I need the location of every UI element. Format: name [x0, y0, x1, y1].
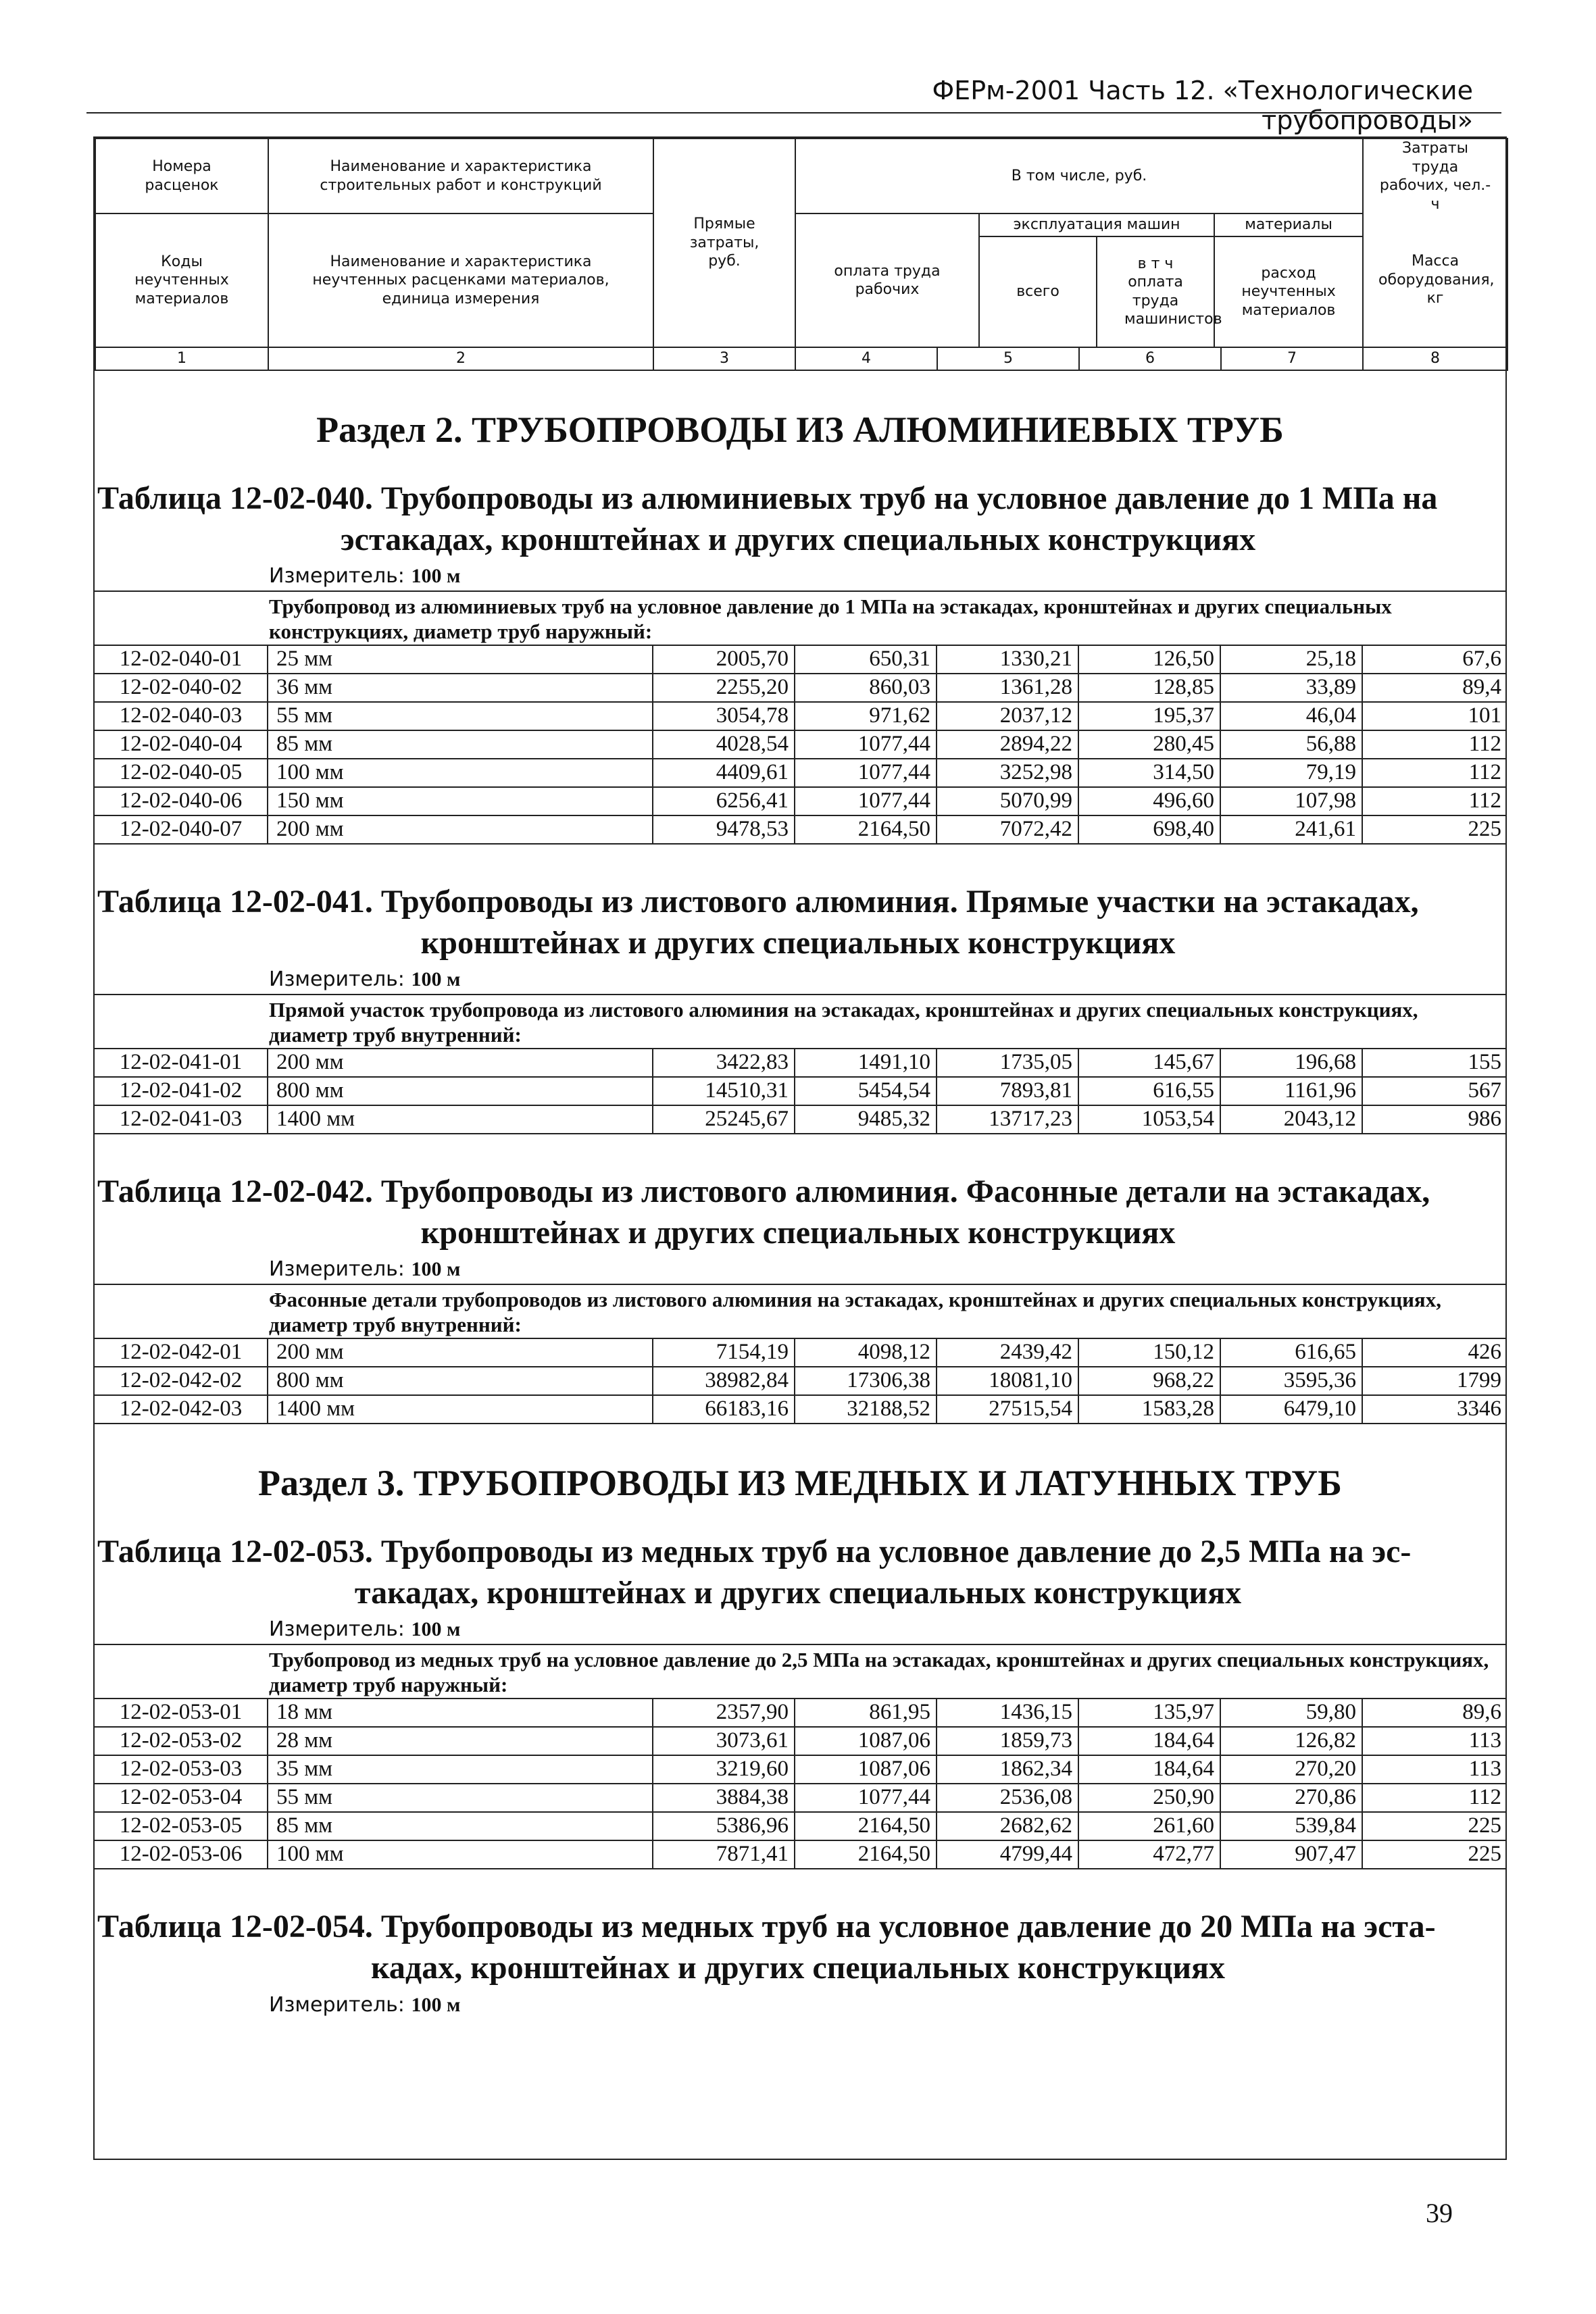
measure-line: [269, 1993, 1505, 2017]
table-row: [95, 1727, 1507, 1755]
value-cell: 250,90: [1078, 1784, 1220, 1812]
diameter: 18 мм: [268, 1699, 653, 1727]
table-row: [95, 1339, 1507, 1367]
value-cell: 126,82: [1220, 1727, 1362, 1755]
table-gap: [95, 1134, 1505, 1171]
table-row: [95, 1784, 1507, 1812]
table-title: [95, 1906, 1505, 1989]
rate-code: 12-02-040-07: [95, 815, 268, 844]
value-cell: 46,04: [1220, 702, 1362, 730]
diameter: 800 мм: [268, 1367, 653, 1395]
value-cell: 184,64: [1078, 1727, 1220, 1755]
diameter: 1400 мм: [268, 1105, 653, 1134]
table-title-continuation: эстакадах, кронштейнах и других специальных конструкциях: [340, 521, 1256, 557]
value-cell: 112: [1362, 787, 1507, 815]
value-cell: 270,20: [1220, 1755, 1362, 1784]
value-cell: 3219,60: [653, 1755, 795, 1784]
price-table: [95, 1699, 1507, 1869]
table-title-continuation: такадах, кронштейнах и других специальных конструкциях: [354, 1575, 1242, 1611]
value-cell: 1491,10: [795, 1049, 937, 1077]
document-body: [95, 409, 1505, 2017]
value-cell: 971,62: [795, 702, 937, 730]
value-cell: 616,65: [1220, 1339, 1362, 1367]
running-header: ФЕРм-2001 Часть 12. «Технологические трубопроводы»: [932, 76, 1473, 135]
table-row: [95, 1367, 1507, 1395]
materials-header: материалы: [1214, 214, 1362, 236]
rate-code: 12-02-040-01: [95, 646, 268, 674]
value-cell: 2894,22: [937, 730, 1078, 759]
diameter: 200 мм: [268, 1049, 653, 1077]
measure-label: Измеритель:: [269, 967, 405, 992]
value-cell: 907,47: [1220, 1840, 1362, 1869]
measure-label: Измеритель:: [269, 1257, 405, 1282]
value-cell: 155: [1362, 1049, 1507, 1077]
including-header: В том числе, руб.: [795, 139, 1363, 213]
value-cell: 128,85: [1078, 674, 1220, 702]
value-cell: 1077,44: [795, 787, 937, 815]
rate-code: 12-02-053-02: [95, 1727, 268, 1755]
value-cell: 472,77: [1078, 1840, 1220, 1869]
value-cell: 112: [1362, 759, 1507, 787]
measure-value: 100 м: [411, 1258, 461, 1281]
rate-code: 12-02-042-02: [95, 1367, 268, 1395]
measure-line: [269, 967, 1505, 991]
measure-line: [269, 1617, 1505, 1641]
value-cell: 261,60: [1078, 1812, 1220, 1840]
table-title-continuation: кадах, кронштейнах и других специальных конструкциях: [371, 1950, 1225, 1986]
value-cell: 426: [1362, 1339, 1507, 1367]
table-row: [95, 646, 1507, 674]
value-cell: 2043,12: [1220, 1105, 1362, 1134]
price-table: [95, 1339, 1507, 1424]
value-cell: 113: [1362, 1727, 1507, 1755]
col-number-5: 5: [937, 347, 1079, 370]
value-cell: 7072,42: [937, 815, 1078, 844]
table-row: [95, 674, 1507, 702]
value-cell: 496,60: [1078, 787, 1220, 815]
value-cell: 225: [1362, 1812, 1507, 1840]
diameter: 800 мм: [268, 1077, 653, 1105]
measure-value: 100 м: [411, 1993, 461, 2016]
col3-header: Прямые затраты, руб.: [653, 139, 795, 347]
value-cell: 280,45: [1078, 730, 1220, 759]
diameter: 150 мм: [268, 787, 653, 815]
rate-code: 12-02-053-05: [95, 1812, 268, 1840]
value-cell: 113: [1362, 1755, 1507, 1784]
value-cell: 5386,96: [653, 1812, 795, 1840]
table-row: [95, 759, 1507, 787]
col2-bottom-header: Наименование и характеристика неучтенных расценками материалов, единица измерения: [268, 213, 653, 347]
value-cell: 1583,28: [1078, 1395, 1220, 1424]
value-cell: 270,86: [1220, 1784, 1362, 1812]
value-cell: 184,64: [1078, 1755, 1220, 1784]
value-cell: 135,97: [1078, 1699, 1220, 1727]
value-cell: 112: [1362, 1784, 1507, 1812]
table-title: [95, 1171, 1505, 1254]
col-number-8: 8: [1363, 347, 1507, 370]
diameter: 100 мм: [268, 1840, 653, 1869]
value-cell: 66183,16: [653, 1395, 795, 1424]
value-cell: 539,84: [1220, 1812, 1362, 1840]
diameter: 28 мм: [268, 1727, 653, 1755]
table-title-lead: Таблица 12-02-041. Трубопроводы из листового алюминия. Прямые участки на эстакадах,: [97, 883, 1419, 920]
table-title: [95, 478, 1505, 561]
value-cell: 2164,50: [795, 1812, 937, 1840]
value-cell: 2682,62: [937, 1812, 1078, 1840]
value-cell: 1087,06: [795, 1727, 937, 1755]
value-cell: 1087,06: [795, 1755, 937, 1784]
value-cell: 968,22: [1078, 1367, 1220, 1395]
page-frame: [93, 136, 1507, 2160]
section-heading: Раздел 3. ТРУБОПРОВОДЫ ИЗ МЕДНЫХ И ЛАТУННЫХ ТРУБ: [258, 1462, 1342, 1503]
diameter: 55 мм: [268, 702, 653, 730]
value-cell: 1330,21: [937, 646, 1078, 674]
col8-top-header: Затраты труда рабочих, чел.-ч: [1363, 139, 1507, 213]
value-cell: 107,98: [1220, 787, 1362, 815]
value-cell: 2255,20: [653, 674, 795, 702]
value-cell: 2037,12: [937, 702, 1078, 730]
value-cell: 2439,42: [937, 1339, 1078, 1367]
value-cell: 1161,96: [1220, 1077, 1362, 1105]
value-cell: 196,68: [1220, 1049, 1362, 1077]
work-description: Трубопровод из медных труб на условное давление до 2,5 МПа на эстакадах, кронштейнах и других специальных конструкциях, диаметр труб наружный:: [95, 1644, 1505, 1699]
rate-code: 12-02-042-01: [95, 1339, 268, 1367]
value-cell: 1862,34: [937, 1755, 1078, 1784]
value-cell: 27515,54: [937, 1395, 1078, 1424]
table-title-continuation: кронштейнах и других специальных конструкциях: [420, 1215, 1176, 1251]
value-cell: 3054,78: [653, 702, 795, 730]
value-cell: 25245,67: [653, 1105, 795, 1134]
value-cell: 6479,10: [1220, 1395, 1362, 1424]
diameter: 200 мм: [268, 815, 653, 844]
value-cell: 25,18: [1220, 646, 1362, 674]
value-cell: 7154,19: [653, 1339, 795, 1367]
table-title-continuation: кронштейнах и других специальных конструкциях: [420, 924, 1176, 961]
value-cell: 7871,41: [653, 1840, 795, 1869]
value-cell: 17306,38: [795, 1367, 937, 1395]
value-cell: 1735,05: [937, 1049, 1078, 1077]
rate-code: 12-02-041-02: [95, 1077, 268, 1105]
table-row: [95, 1755, 1507, 1784]
value-cell: 860,03: [795, 674, 937, 702]
subheader-block: [795, 213, 1363, 347]
value-cell: 150,12: [1078, 1339, 1220, 1367]
table-row: [95, 1840, 1507, 1869]
rate-code: 12-02-053-01: [95, 1699, 268, 1727]
col1-bottom-header: Коды неучтенных материалов: [95, 213, 268, 347]
diameter: 85 мм: [268, 1812, 653, 1840]
col1-top-header: Номера расценок: [95, 139, 268, 213]
measure-label: Измеритель:: [269, 1992, 405, 2017]
measure-line: [269, 564, 1505, 588]
value-cell: 79,19: [1220, 759, 1362, 787]
rate-code: 12-02-040-02: [95, 674, 268, 702]
diameter: 85 мм: [268, 730, 653, 759]
value-cell: 101: [1362, 702, 1507, 730]
value-cell: 33,89: [1220, 674, 1362, 702]
diameter: 25 мм: [268, 646, 653, 674]
diameter: 36 мм: [268, 674, 653, 702]
value-cell: 112: [1362, 730, 1507, 759]
value-cell: 3884,38: [653, 1784, 795, 1812]
value-cell: 145,67: [1078, 1049, 1220, 1077]
col-number-2: 2: [268, 347, 653, 370]
value-cell: 4409,61: [653, 759, 795, 787]
diameter: 35 мм: [268, 1755, 653, 1784]
rate-code: 12-02-053-04: [95, 1784, 268, 1812]
table-row: [95, 787, 1507, 815]
column-header-table: [95, 138, 1508, 371]
rate-code: 12-02-040-04: [95, 730, 268, 759]
value-cell: 225: [1362, 815, 1507, 844]
work-description: Фасонные детали трубопроводов из листового алюминия на эстакадах, кронштейнах и других специальных конструкциях, диаметр труб внутренний:: [95, 1284, 1505, 1338]
value-cell: 9485,32: [795, 1105, 937, 1134]
value-cell: 32188,52: [795, 1395, 937, 1424]
value-cell: 314,50: [1078, 759, 1220, 787]
value-cell: 4098,12: [795, 1339, 937, 1367]
value-cell: 4799,44: [937, 1840, 1078, 1869]
value-cell: 7893,81: [937, 1077, 1078, 1105]
section-heading: Раздел 2. ТРУБОПРОВОДЫ ИЗ АЛЮМИНИЕВЫХ ТРУБ: [316, 409, 1284, 450]
value-cell: 1859,73: [937, 1727, 1078, 1755]
value-cell: 2536,08: [937, 1784, 1078, 1812]
table-title-lead: Таблица 12-02-053. Трубопроводы из медных труб на условное давление до 2,5 МПа на эс-: [97, 1533, 1412, 1569]
value-cell: 67,6: [1362, 646, 1507, 674]
value-cell: 18081,10: [937, 1367, 1078, 1395]
value-cell: 195,37: [1078, 702, 1220, 730]
table-row: [95, 1812, 1507, 1840]
measure-label: Измеритель:: [269, 1617, 405, 1642]
table-row: [95, 815, 1507, 844]
rate-code: 12-02-041-03: [95, 1105, 268, 1134]
table-row: [95, 1699, 1507, 1727]
rate-code: 12-02-040-06: [95, 787, 268, 815]
value-cell: 616,55: [1078, 1077, 1220, 1105]
value-cell: 3422,83: [653, 1049, 795, 1077]
measure-value: 100 м: [411, 1618, 461, 1641]
value-cell: 9478,53: [653, 815, 795, 844]
value-cell: 1361,28: [937, 674, 1078, 702]
value-cell: 89,4: [1362, 674, 1507, 702]
work-description: Прямой участок трубопровода из листового алюминия на эстакадах, кронштейнах и других специальных конструкциях, диаметр труб внутренний:: [95, 994, 1505, 1049]
work-description: Трубопровод из алюминиевых труб на условное давление до 1 МПа на эстакадах, кронштейнах и других специальных конструкциях, диаметр труб наружный:: [95, 590, 1505, 645]
col4-header: оплата труда рабочих: [796, 214, 979, 347]
measure-label: Измеритель:: [269, 564, 405, 588]
table-title-lead: Таблица 12-02-054. Трубопроводы из медных труб на условное давление до 20 МПа на эста-: [97, 1908, 1436, 1944]
value-cell: 1799: [1362, 1367, 1507, 1395]
value-cell: 126,50: [1078, 646, 1220, 674]
diameter: 200 мм: [268, 1339, 653, 1367]
value-cell: 2005,70: [653, 646, 795, 674]
value-cell: 59,80: [1220, 1699, 1362, 1727]
diameter: 1400 мм: [268, 1395, 653, 1424]
table-title-lead: Таблица 12-02-040. Трубопроводы из алюминиевых труб на условное давление до 1 МПа на: [97, 480, 1438, 516]
table-row: [95, 1395, 1507, 1424]
col5-header: всего: [979, 236, 1097, 347]
value-cell: 567: [1362, 1077, 1507, 1105]
value-cell: 225: [1362, 1840, 1507, 1869]
value-cell: 3073,61: [653, 1727, 795, 1755]
rate-code: 12-02-042-03: [95, 1395, 268, 1424]
col6-header: в т ч оплата труда машинистов: [1097, 236, 1214, 347]
table-gap: [95, 1869, 1505, 1906]
measure-value: 100 м: [411, 565, 461, 588]
value-cell: 1077,44: [795, 730, 937, 759]
col8-bottom-header: Масса оборудования, кг: [1363, 213, 1507, 347]
table-row: [95, 1077, 1507, 1105]
diameter: 55 мм: [268, 1784, 653, 1812]
measure-value: 100 м: [411, 968, 461, 991]
diameter: 100 мм: [268, 759, 653, 787]
value-cell: 861,95: [795, 1699, 937, 1727]
measure-line: [269, 1257, 1505, 1281]
rate-code: 12-02-053-06: [95, 1840, 268, 1869]
value-cell: 986: [1362, 1105, 1507, 1134]
col-number-3: 3: [653, 347, 795, 370]
page-number: 39: [1426, 2198, 1453, 2228]
value-cell: 2164,50: [795, 1840, 937, 1869]
table-gap: [95, 845, 1505, 881]
value-cell: 650,31: [795, 646, 937, 674]
table-row: [95, 1049, 1507, 1077]
value-cell: 3595,36: [1220, 1367, 1362, 1395]
col7-header: расход неучтенных материалов: [1214, 236, 1362, 347]
value-cell: 3346: [1362, 1395, 1507, 1424]
rate-code: 12-02-040-03: [95, 702, 268, 730]
table-title-lead: Таблица 12-02-042. Трубопроводы из листового алюминия. Фасонные детали на эстакадах,: [97, 1173, 1430, 1209]
value-cell: 1077,44: [795, 759, 937, 787]
value-cell: 38982,84: [653, 1367, 795, 1395]
value-cell: 698,40: [1078, 815, 1220, 844]
rate-code: 12-02-041-01: [95, 1049, 268, 1077]
value-cell: 241,61: [1220, 815, 1362, 844]
rate-code: 12-02-053-03: [95, 1755, 268, 1784]
value-cell: 1077,44: [795, 1784, 937, 1812]
price-table: [95, 1049, 1507, 1134]
table-row: [95, 730, 1507, 759]
value-cell: 5070,99: [937, 787, 1078, 815]
value-cell: 2164,50: [795, 815, 937, 844]
value-cell: 14510,31: [653, 1077, 795, 1105]
price-table: [95, 646, 1507, 845]
table-row: [95, 702, 1507, 730]
value-cell: 1436,15: [937, 1699, 1078, 1727]
value-cell: 2357,90: [653, 1699, 795, 1727]
col-number-1: 1: [95, 347, 268, 370]
col2-top-header: Наименование и характеристика строительных работ и конструкций: [268, 139, 653, 213]
value-cell: 3252,98: [937, 759, 1078, 787]
value-cell: 6256,41: [653, 787, 795, 815]
value-cell: 13717,23: [937, 1105, 1078, 1134]
value-cell: 1053,54: [1078, 1105, 1220, 1134]
rate-code: 12-02-040-05: [95, 759, 268, 787]
col-number-6: 6: [1079, 347, 1221, 370]
col-number-4: 4: [795, 347, 937, 370]
value-cell: 56,88: [1220, 730, 1362, 759]
value-cell: 89,6: [1362, 1699, 1507, 1727]
value-cell: 5454,54: [795, 1077, 937, 1105]
table-row: [95, 1105, 1507, 1134]
table-title: [95, 881, 1505, 964]
table-title: [95, 1531, 1505, 1614]
col-number-7: 7: [1221, 347, 1363, 370]
machines-header: эксплуатация машин: [979, 214, 1214, 236]
header-rule: [86, 112, 1501, 114]
value-cell: 4028,54: [653, 730, 795, 759]
